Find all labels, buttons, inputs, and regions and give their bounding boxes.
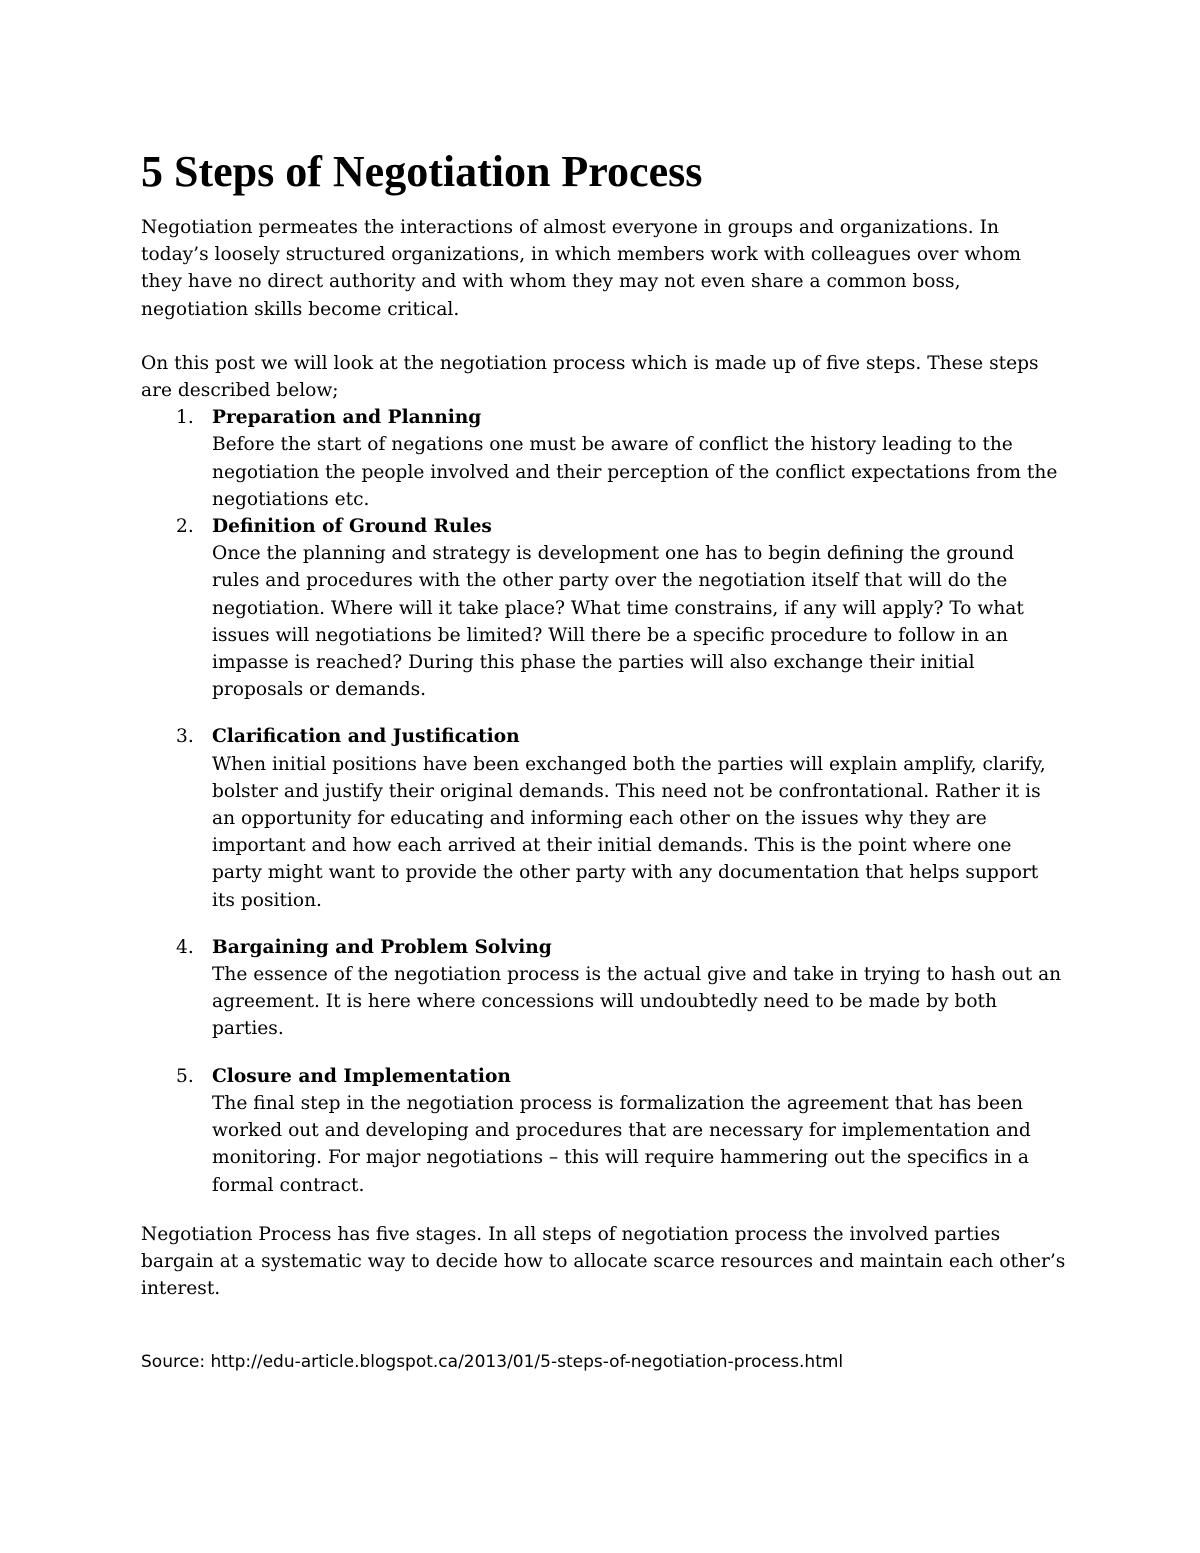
step-number: 2. (176, 516, 194, 538)
step-title: Bargaining and Problem Solving (212, 936, 552, 958)
step-description: When initial positions have been exchanged both the parties will explain amplify, clarify, bolster and justify their original demands. This need not be confrontational. Rather it is an opportunity for educating and informing each other on the issues why they are important and how each arrived at their initial demands. This is the point where one party might want to provide the other party with any documentation that helps support its position. (212, 753, 1046, 911)
step-description: Before the start of negations one must be aware of conflict the history leading to the negotiation the people involved and their perception of the conflict expectations from the negotiations etc. (212, 434, 1058, 510)
step-number: 1. (176, 407, 194, 429)
step-title: Closure and Implementation (212, 1065, 511, 1087)
step-item-preparation (141, 404, 1066, 513)
step-number: 3. (176, 726, 194, 748)
step-description: Once the planning and strategy is development one has to begin defining the ground rules and procedures with the other party over the negotiation itself that will do the negotiation. Where will it take place? What time constrains, if any will apply? To what issues will negotiations be limited? Will there be a specific procedure to follow in an impasse is reached? During this phase the parties will also exchange their initial proposals or demands. (212, 543, 1024, 701)
step-item-closure (141, 1063, 1066, 1199)
document-page (141, 146, 1066, 1374)
lead-paragraph: On this post we will look at the negotiation process which is made up of five steps. These steps are described below; (141, 352, 1039, 402)
conclusion-paragraph: Negotiation Process has five stages. In all steps of negotiation process the involved parties bargain at a systematic way to decide how to allocate scarce resources and maintain each other’s interest. (141, 1223, 1066, 1300)
page-title: 5 Steps of Negotiation Process (141, 147, 703, 196)
intro-paragraph: Negotiation permeates the interactions of almost everyone in groups and organizations. In today’s loosely structured organizations, in which members work with colleagues over whom they have no direct authority and with whom they may not even share a common boss, negotiation skills become critical. (141, 217, 1022, 320)
step-title: Preparation and Planning (212, 407, 482, 429)
source-citation: Source: http://edu-article.blogspot.ca/2013/01/5-steps-of-negotiation-process.html (141, 1352, 844, 1373)
step-item-ground-rules (141, 513, 1066, 703)
step-number: 4. (176, 936, 194, 958)
steps-list (141, 404, 1066, 1198)
step-number: 5. (176, 1065, 194, 1087)
step-title: Definition of Ground Rules (212, 516, 492, 538)
step-item-bargaining (141, 934, 1066, 1043)
step-item-clarification (141, 723, 1066, 913)
step-title: Clarification and Justification (212, 726, 520, 748)
step-description: The final step in the negotiation process is formalization the agreement that has been worked out and developing and procedures that are necessary for implementation and monitoring. For major negotiations – this will require hammering out the specifics in a formal contract. (212, 1092, 1031, 1196)
step-description: The essence of the negotiation process is the actual give and take in trying to hash out an agreement. It is here where concessions will undoubtedly need to be made by both parties. (212, 964, 1062, 1040)
